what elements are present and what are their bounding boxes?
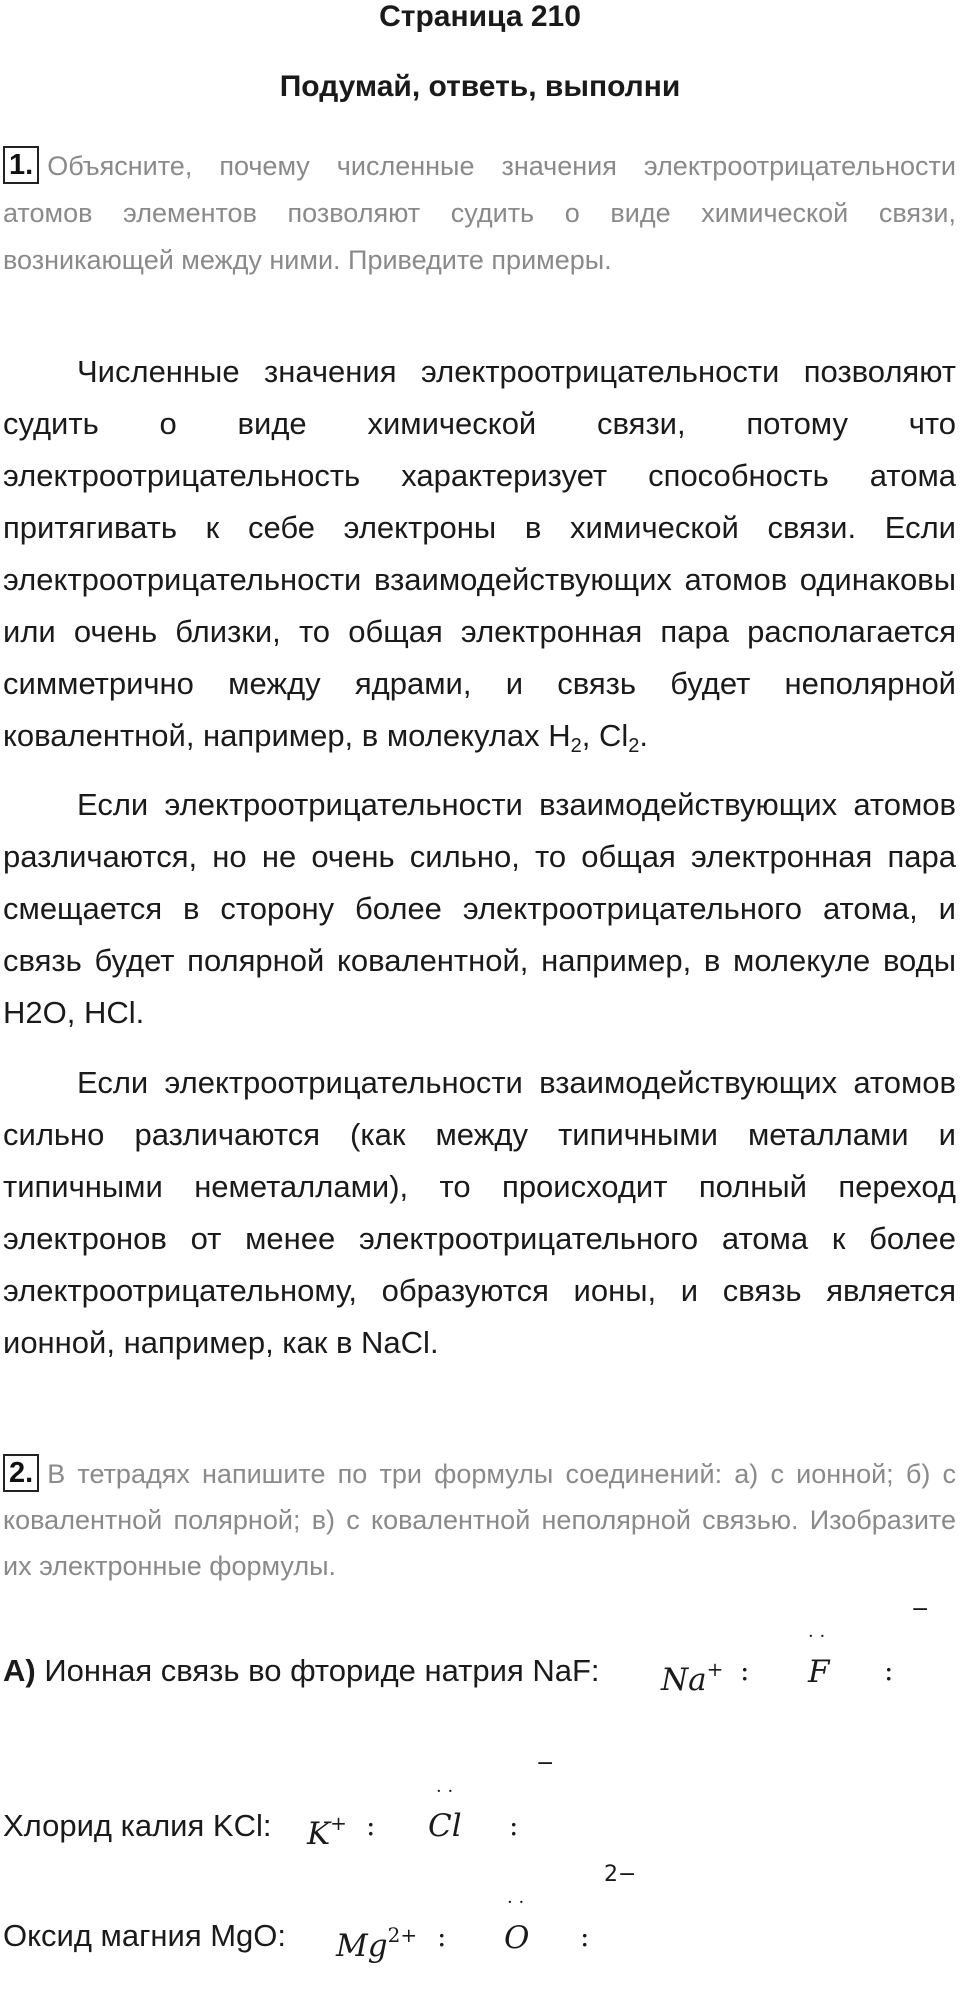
section-title: Подумай, ответь, выполни [279,70,681,103]
answer-1-paragraph-2: Если электроотрицательности взаимодействующих атомов различаются, но не очень сильно, то общая электронная пара смещается в сторону более электроотрицательного атома, и связь будет полярной ковалентной, например, в молекуле воды H2O, HCl. [3,787,956,1030]
question-1-text: Объясните, почему численные значения электроотрицательности атомов элементов позволяют судить о виде химической связи, возникающей между ними. Приведите примеры. [3,151,956,275]
naf-dots-top: · · [808,1626,826,1647]
naf-dots-right: : [884,1654,894,1687]
mgo-cation: $Mg^{2+}$ [336,1923,418,1964]
naf-anion-charge: − [911,1597,930,1622]
page-title: Страница 210 [379,0,581,33]
question-2 [3,1451,956,1589]
answer-1-paragraph-3: Если электроотрицательности взаимодействующих атомов сильно различаются (как между типичными металлами и типичными неметаллами), то происходит полный переход электронов от менее электроотрицательного атома к более электроотрицательному, образуются ионы, и связь является ионной, например, как в NaCl. [3,1065,956,1360]
naf-cation: Na+ [661,1657,724,1698]
answer-1-paragraph-1: Численные значения электроотрицательности позволяют судить о виде химической связи, потому что электроотрицательность характеризует способность атома притягивать к себе электроны в химической связи. Если электроотрицательности взаимодействующих атомов одинаковы или очень близки, то общая электронная пара располагается симметрично между ядрами, и связь будет неполярной ковалентной, например, в молекулах $H_2$, $Cl_2$. [3,354,956,757]
mgo-anion: O [504,1920,530,1956]
mgo-dots-top: · · [507,1892,525,1913]
kcl-anion-charge: − [536,1751,555,1776]
kcl-anion: Cl [428,1808,462,1844]
question-number-1: 1. [3,146,39,184]
kcl-cation: K+ [307,1811,347,1852]
kcl-dots-left: : [366,1809,376,1842]
kcl-dots-top: · · [436,1781,454,1802]
question-2-text: В тетрадях напишите по три формулы соединений: а) с ионной; б) с ковалентной полярной; в) с ковалентной неполярной связью. Изобразите их электронные формулы. [3,1459,956,1581]
question-number-2: 2. [3,1454,39,1492]
mgo-anion-charge: 2− [604,1862,637,1887]
naf-anion: F [808,1654,830,1690]
kcl-line: Хлорид калия KCl: [3,1808,272,1843]
mgo-dots-left: : [437,1920,447,1953]
naf-dots-left: : [740,1654,750,1687]
naf-line: А) Ионная связь во фториде натрия NaF: [3,1653,600,1688]
kcl-dots-right: : [509,1809,519,1842]
mgo-line: Оксид магния MgO: [3,1918,287,1953]
question-1 [3,143,956,284]
mgo-dots-right: : [580,1920,590,1953]
